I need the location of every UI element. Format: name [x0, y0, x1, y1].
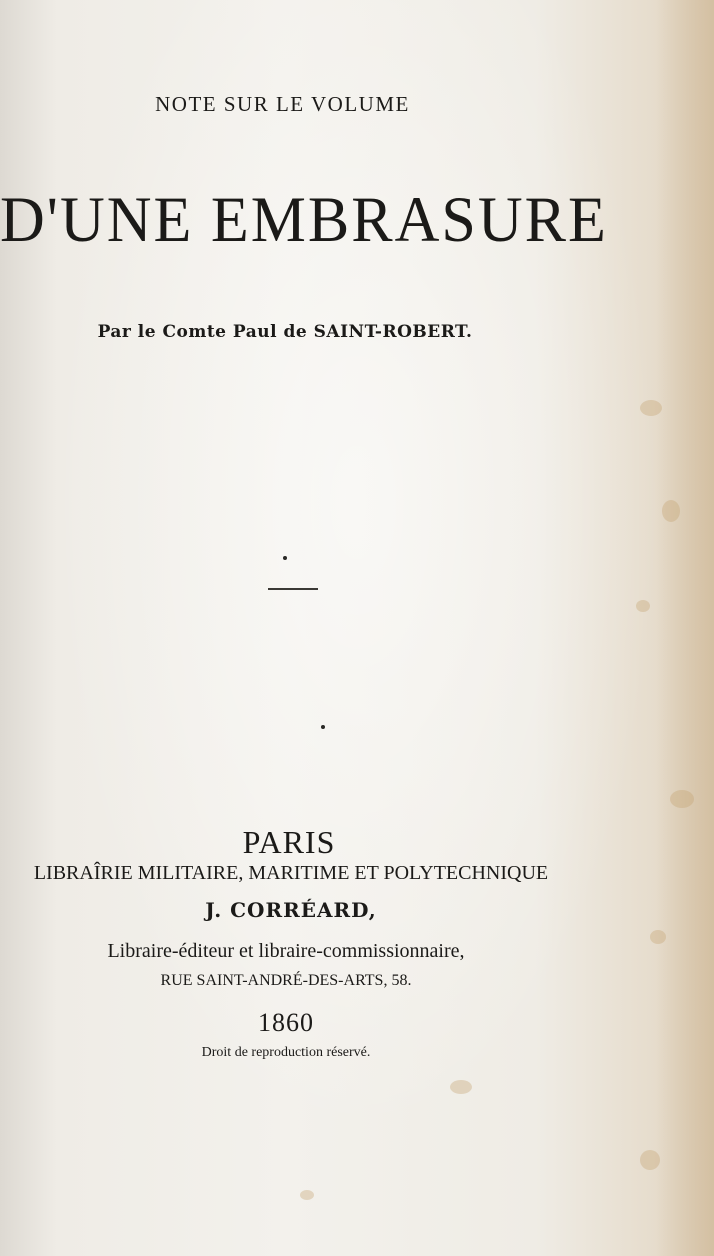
ornament-dot	[283, 556, 287, 560]
author-line: Par le Comte Paul de SAINT-ROBERT.	[97, 322, 473, 342]
page-edge-shading	[654, 0, 714, 1256]
foxing-spot	[640, 1150, 660, 1170]
main-title: D'UNE EMBRASURE	[0, 184, 608, 256]
imprint-address: RUE SAINT-ANDRÉ-DES-ARTS, 58.	[160, 972, 412, 989]
ornament-dot	[321, 725, 325, 729]
imprint-city: PARIS	[242, 824, 336, 860]
foxing-spot	[450, 1080, 472, 1094]
title-note: NOTE SUR LE VOLUME	[155, 92, 410, 116]
imprint-library: LIBRAÎRIE MILITAIRE, MARITIME ET POLYTECHNIQUE	[33, 862, 549, 884]
foxing-spot	[636, 600, 650, 612]
foxing-spot	[650, 930, 666, 944]
imprint-year: 1860	[258, 1008, 314, 1037]
foxing-spot	[300, 1190, 314, 1200]
imprint-rights: Droit de reproduction réservé.	[201, 1045, 371, 1060]
imprint-publisher: J. CORRÉARD,	[205, 898, 377, 922]
imprint-description: Libraire-éditeur et libraire-commissionnaire,	[107, 940, 465, 962]
foxing-spot	[640, 400, 662, 416]
foxing-spot	[662, 500, 680, 522]
divider-rule	[268, 588, 318, 590]
foxing-spot	[670, 790, 694, 808]
